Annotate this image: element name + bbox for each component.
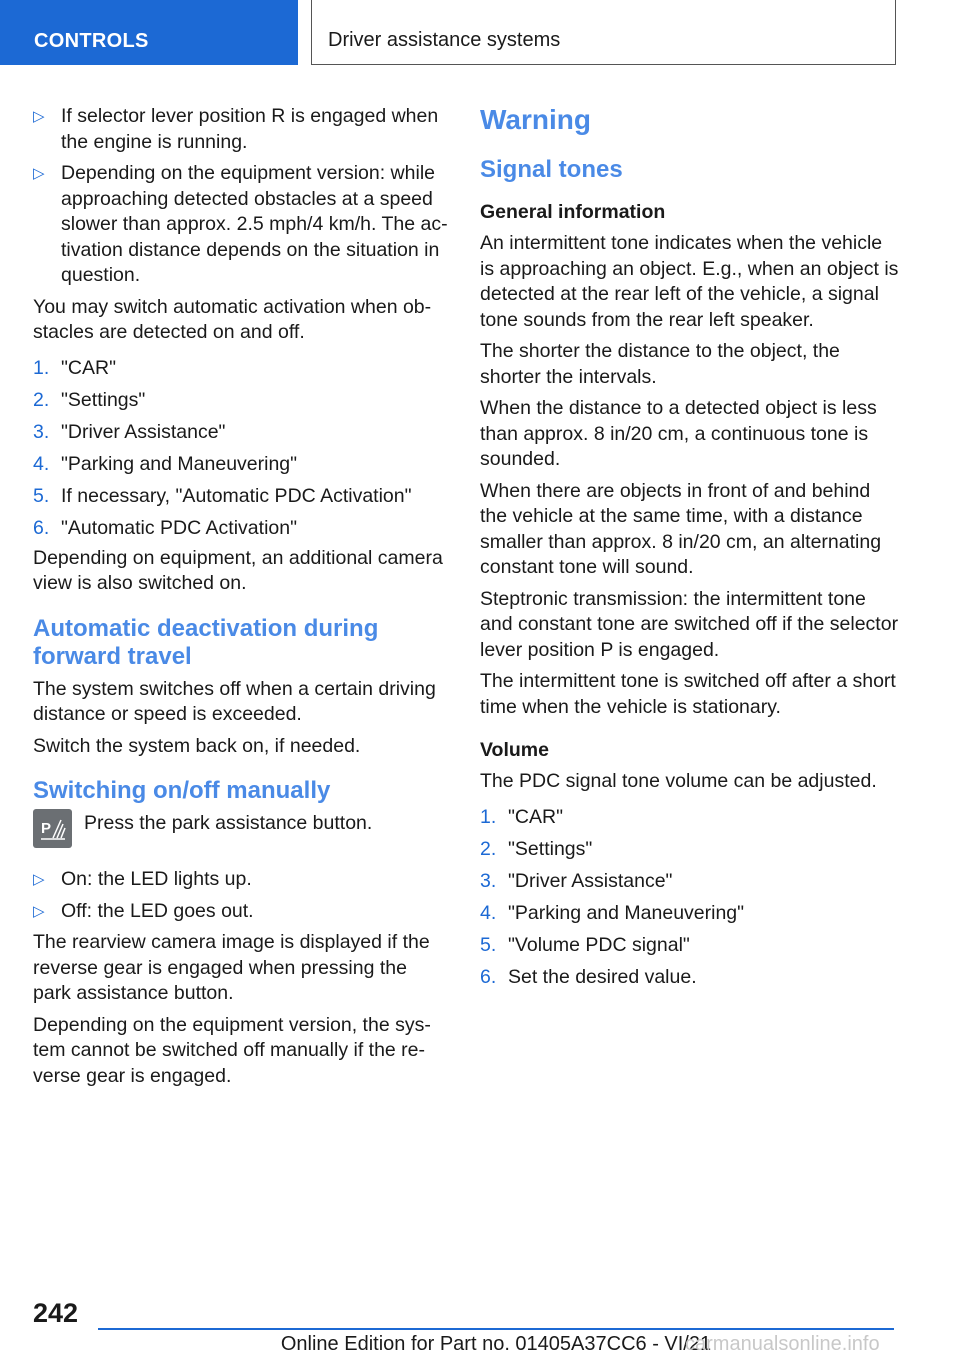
edition-note: Online Edition for Part no. 01405A37CC6 - VI/21 (280, 1333, 712, 1355)
section-title: CONTROLS (34, 30, 149, 52)
heading-volume: Volume (480, 739, 549, 761)
chapter-title: Driver assistance systems (328, 29, 561, 51)
paragraph: You may switch automatic activation when obstacles are detected on and off. (33, 295, 432, 343)
step-item: 5. "Volume PDC signal" (480, 933, 690, 956)
paragraph: The rearview camera image is displayed if the reverse gear is engaged when pressing the park assistance button. (33, 931, 430, 1004)
paragraph: An intermittent tone indicates when the vehicle is approaching an object. E.g., when an object is detected at the rear left of the vehicle, a signal tone sounds from the rear left speaker. (480, 232, 899, 331)
step-item: 2. "Settings" (480, 837, 593, 860)
paragraph: Steptronic transmission: the intermittent tone and constant tone are switched off if the selector lever position P is engaged. (480, 587, 899, 661)
step-item: 5. If necessary, "Automatic PDC Activation" (33, 484, 412, 507)
left-column (33, 104, 448, 1095)
bullet-item: ▷ If selector lever position R is engaged when the engine is running. (33, 105, 439, 153)
heading-general-information: General information (480, 201, 666, 223)
chapter-tab (311, 0, 896, 65)
triangle-bullet-icon: ▷ (33, 108, 45, 125)
step-item: 2. "Settings" (33, 388, 146, 411)
heading-auto-deactivation: Automatic deactivation during forward travel (33, 614, 379, 670)
paragraph: Switch the system back on, if needed. (33, 734, 361, 757)
step-item: 4. "Parking and Maneuvering" (480, 901, 745, 924)
triangle-bullet-icon: ▷ (33, 165, 45, 182)
paragraph: The PDC signal tone volume can be adjusted. (480, 770, 877, 792)
paragraph: Depending on equipment, an additional camera view is also switched on. (33, 546, 443, 594)
paragraph: The shorter the distance to the object, the shorter the intervals. (480, 340, 840, 388)
heading-warning: Warning (480, 104, 591, 135)
page-number: 242 (33, 1298, 79, 1328)
step-item: 3. "Driver Assistance" (480, 869, 673, 892)
svg-text:P: P (40, 819, 51, 837)
triangle-bullet-icon: ▷ (33, 902, 45, 920)
section-tab (0, 0, 298, 65)
step-item: 1. "CAR" (33, 356, 117, 379)
watermark: carmanualsonline.info (685, 1333, 880, 1355)
step-item: 6. Set the desired value. (480, 965, 697, 988)
bullet-item: ▷ Off: the LED goes out. (33, 899, 448, 925)
right-column (480, 104, 900, 995)
bullet-item: ▷ Depending on the equipment version: while approaching detected obstacles at a speed slower than approx. 2.5 mph/4 km/h. The activation distance depends on the situation in question. (33, 162, 448, 286)
step-item: 1. "CAR" (480, 805, 564, 828)
icon-caption: Press the park assistance button. (84, 812, 373, 834)
paragraph: The system switches off when a certain driving distance or speed is exceeded. (33, 677, 436, 725)
steps-list (33, 352, 448, 544)
park-assistance-button-icon (33, 809, 72, 848)
step-item: 6. "Automatic PDC Activation" (33, 516, 298, 539)
bullet-item: ▷ On: the LED lights up. (33, 867, 448, 893)
step-item: 4. "Parking and Maneuvering" (33, 452, 298, 475)
step-item: 3. "Driver Assistance" (33, 420, 226, 443)
icon-instruction (33, 811, 448, 853)
paragraph: The intermittent tone is switched off after a short time when the vehicle is stationary. (480, 670, 896, 718)
heading-manual-switch: Switching on/off manually (33, 777, 331, 804)
footer-divider (98, 1328, 894, 1330)
heading-signal-tones: Signal tones (480, 156, 623, 183)
paragraph: When the distance to a detected object is less than approx. 8 in/20 cm, a continuous tone is sounded. (480, 397, 877, 470)
triangle-bullet-icon: ▷ (33, 871, 45, 888)
paragraph: When there are objects in front of and behind the vehicle at the same time, with a distance smaller than approx. 8 in/20 cm, an alternating constant tone will sound. (480, 479, 882, 578)
paragraph: Depending on the equipment version, the system cannot be switched off manually if the reverse gear is engaged. (33, 1013, 431, 1087)
steps-list (480, 801, 900, 993)
